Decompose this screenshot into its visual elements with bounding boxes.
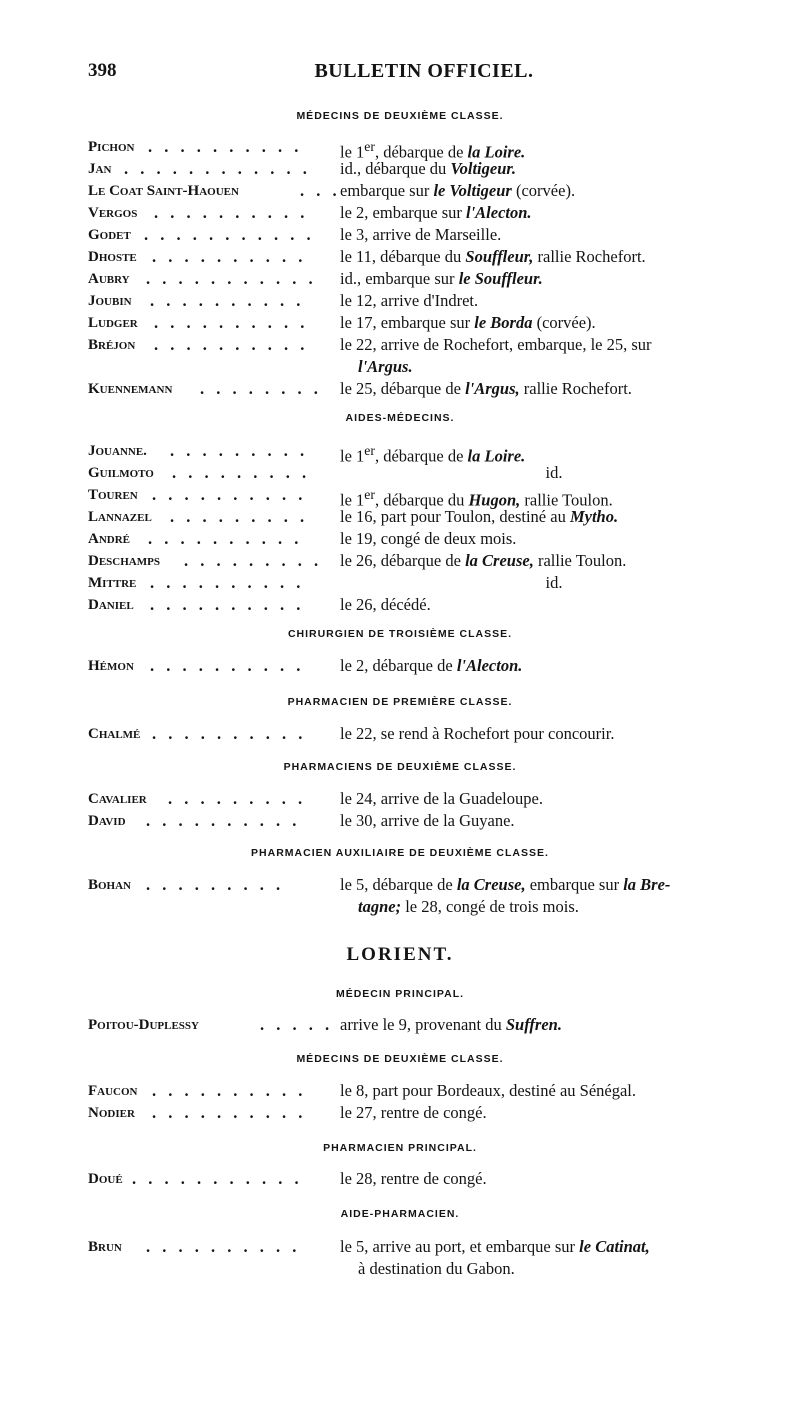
entry-name: Brun <box>88 1239 122 1255</box>
entry-text: le 2, débarque de l'Alecton. <box>340 656 523 675</box>
entry-text: le 17, embarque sur le Borda (corvée). <box>340 313 596 332</box>
entry-text: le 19, congé de deux mois. <box>340 529 517 548</box>
entry-name: Bréjon <box>88 337 136 353</box>
section-heading-pharmaciens-2: PHARMACIENS DE DEUXIÈME CLASSE. <box>283 761 517 773</box>
page-number: 398 <box>88 60 117 81</box>
entry-text: le 2, embarque sur l'Alecton. <box>340 203 532 222</box>
entry-name: Ludger <box>88 315 138 331</box>
city-heading-lorient: LORIENT. <box>346 944 454 965</box>
entry-name: Chalmé <box>88 726 141 742</box>
entry-name: Vergos <box>88 205 138 221</box>
entry-text: le 22, arrive de Rochefort, embarque, le 25, sur l'Argus. <box>340 335 652 376</box>
leader-dots: . . . . . . . . <box>200 379 322 398</box>
leader-dots: . . . . . . . . . . <box>146 1237 301 1256</box>
entry-name: Nodier <box>88 1105 135 1121</box>
entry-name: Aubry <box>88 271 130 287</box>
leader-dots: . . . . . . . . . . . <box>144 225 315 244</box>
entry-name: Touren <box>88 487 138 503</box>
entry-name: David <box>88 813 126 829</box>
entry-name: Kuennemann <box>88 381 173 397</box>
leader-dots: . . . . . . . . . . . <box>132 1169 303 1188</box>
entry-name: Deschamps <box>88 553 160 569</box>
journal-title: BULLETIN OFFICIEL. <box>314 60 534 82</box>
entry-text: le 22, se rend à Rochefort pour concourir. <box>340 724 615 743</box>
leader-dots: . . . . . . . . . . <box>154 335 309 354</box>
leader-dots: . . . . . . . . . <box>168 789 307 808</box>
leader-dots: . . . . . . . . . . <box>154 203 309 222</box>
entry-text: le 5, débarque de la Creuse, embarque sur la Bre- tagne; le 28, congé de trois mois. <box>340 875 671 916</box>
leader-dots: . . . . . . . . . <box>172 463 311 482</box>
leader-dots: . . . . . . . . . . . . <box>124 159 311 178</box>
entry-name: Doué <box>88 1171 123 1187</box>
leader-dots: . . . . . . . . . <box>184 551 323 570</box>
entry-text: le 5, arrive au port, et embarque sur le Catinat, à destination du Gabon. <box>340 1237 650 1278</box>
entry-name: Cavalier <box>88 791 147 807</box>
entry-text: le 1er, débarque de la Loire. <box>340 139 526 162</box>
entry-name: Faucon <box>88 1083 138 1099</box>
entry-name: Jouanne. <box>88 443 147 459</box>
leader-dots: . . . . . . . . . . <box>152 1103 307 1122</box>
entry-text: id. <box>545 573 563 592</box>
leader-dots: . . . . . . . . . <box>170 441 309 460</box>
entry-text: le 12, arrive d'Indret. <box>340 291 479 310</box>
entry-text: le 24, arrive de la Guadeloupe. <box>340 789 543 808</box>
entry-text: id., embarque sur le Souffleur. <box>340 269 543 288</box>
leader-dots: . . . . . . . . . . <box>154 313 309 332</box>
section-heading-medecin-principal: MÉDECIN PRINCIPAL. <box>335 988 465 1000</box>
leader-dots: . . . . . . . . . . <box>150 291 305 310</box>
entry-text: le 8, part pour Bordeaux, destiné au Sénégal. <box>340 1081 636 1100</box>
entry-name: Joubin <box>88 293 132 309</box>
entry-name: Daniel <box>88 597 134 613</box>
entry-name: Lannazel <box>88 509 152 525</box>
entry-text: embarque sur le Voltigeur (corvée). <box>340 181 576 200</box>
leader-dots: . . . <box>300 181 341 200</box>
section-heading-pharmacien-auxiliaire: PHARMACIEN AUXILIAIRE DE DEUXIÈME CLASSE. <box>251 847 549 859</box>
entry-text: le 11, débarque du Souffleur, rallie Rochefort. <box>340 247 646 266</box>
leader-dots: . . . . . . . . . . <box>150 656 305 675</box>
entry-text: id. <box>545 463 563 482</box>
entry-text: le 16, part pour Toulon, destiné au Mytho. <box>340 507 619 526</box>
leader-dots: . . . . . . . . . . <box>152 247 307 266</box>
entry-name: André <box>88 531 131 547</box>
leader-dots: . . . . . <box>260 1015 334 1034</box>
leader-dots: . . . . . . . . . . <box>150 573 305 592</box>
entry-text: le 25, débarque de l'Argus, rallie Rochefort. <box>340 379 632 398</box>
section-heading-medecins-2: MÉDECINS DE DEUXIÈME CLASSE. <box>296 110 504 122</box>
entry-text: le 3, arrive de Marseille. <box>340 225 502 244</box>
section-heading-chirurgien-3: CHIRURGIEN DE TROISIÈME CLASSE. <box>287 628 513 640</box>
entry-name: Mittre <box>88 575 137 591</box>
leader-dots: . . . . . . . . . . <box>152 1081 307 1100</box>
entry-name: Hémon <box>88 658 134 674</box>
entry-name: Bohan <box>88 877 132 893</box>
entry-text: le 1er, débarque de la Loire. <box>340 443 526 466</box>
section-heading-aide-pharmacien: AIDE-PHARMACIEN. <box>340 1208 460 1220</box>
entry-text: le 26, débarque de la Creuse, rallie Toulon. <box>340 551 627 570</box>
entry-name: Pichon <box>88 139 135 155</box>
leader-dots: . . . . . . . . . . <box>150 595 305 614</box>
entry-text: id., débarque du Voltigeur. <box>340 159 517 178</box>
leader-dots: . . . . . . . . . . <box>148 137 303 156</box>
section-heading-lorient-medecins-2: MÉDECINS DE DEUXIÈME CLASSE. <box>296 1053 504 1065</box>
leader-dots: . . . . . . . . . . <box>148 529 303 548</box>
entry-text: le 1er, débarque du Hugon, rallie Toulon. <box>340 487 613 510</box>
leader-dots: . . . . . . . . . . <box>152 485 307 504</box>
leader-dots: . . . . . . . . . . <box>152 724 307 743</box>
running-head <box>88 60 760 88</box>
entry-name: Guilmoto <box>88 465 154 481</box>
entry-text: le 30, arrive de la Guyane. <box>340 811 515 830</box>
leader-dots: . . . . . . . . . . <box>146 811 301 830</box>
entry-name: Godet <box>88 227 131 243</box>
leader-dots: . . . . . . . . . <box>146 875 285 894</box>
entry-text: le 27, rentre de congé. <box>340 1103 487 1122</box>
entry-text: le 26, décédé. <box>340 595 431 614</box>
entry-name: Dhoste <box>88 249 137 265</box>
section-heading-aides-medecins: AIDES-MÉDECINS. <box>345 412 455 424</box>
entry-text: le 28, rentre de congé. <box>340 1169 487 1188</box>
entry-text: arrive le 9, provenant du Suffren. <box>340 1015 562 1034</box>
entry-name: Poitou-Duplessy <box>88 1017 199 1033</box>
section-heading-pharmacien-principal: PHARMACIEN PRINCIPAL. <box>323 1142 477 1154</box>
leader-dots: . . . . . . . . . <box>170 507 309 526</box>
entry-name: Le Coat Saint-Haouen <box>88 183 239 199</box>
leader-dots: . . . . . . . . . . . <box>146 269 317 288</box>
entry-name: Jan <box>88 161 112 177</box>
section-heading-pharmacien-1: PHARMACIEN DE PREMIÈRE CLASSE. <box>287 696 513 708</box>
